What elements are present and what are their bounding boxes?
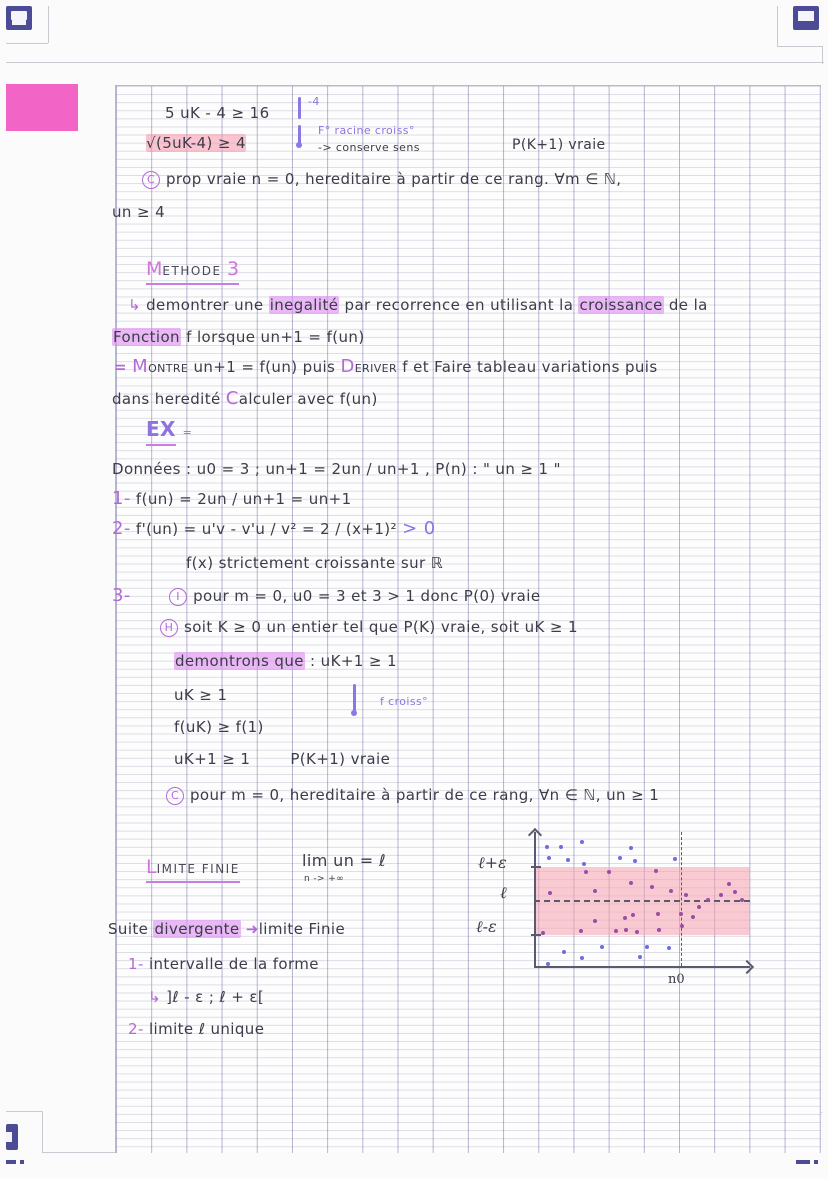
annotation-conserve-sens: -> conserve sens [318,141,420,154]
proof-result: P(K+1) vraie [512,137,606,153]
corner-marker-top-left [6,6,32,30]
initialisation-circle-icon: I [169,588,187,606]
brace-dot [296,142,302,148]
example-step-3: uK+1 ≥ 1 P(K+1) vraie [174,750,391,768]
hook-arrow-icon: ↳ [148,988,161,1006]
tick [531,934,541,936]
methode-intro-cont: Fonction f lorsque un+1 = f(un) [113,328,365,346]
frame-line [6,43,48,44]
annotation-racine-croissante: F° racine croiss° [318,124,415,137]
frame-line [777,6,778,46]
tick [531,866,541,868]
limite-point-1: 1- intervalle de la forme [128,955,319,973]
limit-formula: lim un = ℓ [302,851,387,870]
frame-line [42,1111,43,1152]
proof-line-1: 5 uK - 4 ≥ 16 [165,104,270,122]
example-q1: 1- f(un) = 2un / un+1 = un+1 [112,488,352,509]
suite-divergente-line: Suite divergente ➜limite Finie [108,920,346,938]
example-conclusion: C pour m = 0, hereditaire à partir de ce rang, ∀n ∈ ℕ, un ≥ 1 [166,786,659,805]
conclusion-circle-icon: C [166,787,184,805]
x-axis [534,966,750,968]
example-donnees: Données : u0 = 3 ; un+1 = 2un / un+1 , P(n) : " un ≥ 1 " [112,460,561,478]
corner-marker-bottom-left [6,1124,18,1150]
y-axis [534,832,536,968]
methode-3-heading: METHODE 3 [146,258,239,285]
corner-dots-bottom-left [6,1160,28,1164]
limit-dashed-line [534,900,750,902]
example-q2: 2- f'(un) = u'v - v'u / v² = 2 / (x+1)² > 0 [112,518,436,539]
annotation-f-croissante: f croiss° [380,695,429,708]
proof-conclusion: C prop vraie n = 0, hereditaire à partir de ce rang. ∀m ∈ ℕ, [142,170,621,189]
n0-dotted-line [681,832,682,966]
proof-conclusion-cont: un ≥ 4 [112,203,166,221]
pink-margin-tab [6,84,78,131]
y-label-l-minus-eps: ℓ-ε [476,917,497,936]
frame-line [777,46,822,47]
methode-steps: = MONTRE un+1 = f(un) puis DERIVER f et Faire tableau variations puis [114,356,658,377]
example-q3-init: 3- I pour m = 0, u0 = 3 et 3 > 1 donc P(0) vraie [112,585,541,606]
limite-point-2: 2- limite ℓ unique [128,1020,265,1038]
heredite-circle-icon: H [160,619,178,637]
brace-dot [351,710,357,716]
example-q2-conclusion: f(x) strictement croissante sur ℝ [186,554,443,572]
example-q3-hered: H soit K ≥ 0 un entier tel que P(K) vraie, soit uK ≥ 1 [160,618,578,637]
corner-marker-top-right [793,6,819,30]
example-label: EX = [146,420,192,442]
conclusion-circle-icon: C [142,171,160,189]
brace [298,97,301,119]
proof-line-2: √(5uK-4) ≥ 4 [146,134,246,152]
y-label-l: ℓ [500,883,507,902]
example-demontrons: demontrons que : uK+1 ≥ 1 [175,652,397,670]
methode-intro: ↳ demontrer une inegalité par recorrence en utilisant la croissance de la [128,296,708,314]
frame-line [48,6,49,43]
hook-arrow-icon: ↳ [128,296,141,314]
example-step-1: uK ≥ 1 [174,686,228,704]
limit-formula-subscript: n -> +∞ [304,874,345,884]
convergence-scatter-graph [534,832,754,970]
limite-point-1b: ↳ ]ℓ - ε ; ℓ + ε[ [148,988,265,1006]
arrow-right-icon: ➜ [245,920,259,938]
frame-line [6,1111,42,1112]
y-label-l-plus-eps: ℓ+ε [478,853,507,872]
frame-line [822,46,823,64]
limite-finie-heading: LIMITE FINIE [146,856,240,883]
n0-label: n0 [668,972,685,987]
methode-steps-cont: dans heredité Calculer avec f(un) [112,388,378,409]
corner-dots-bottom-right [796,1160,822,1164]
frame-line [6,62,824,63]
example-step-2: f(uK) ≥ f(1) [174,718,264,736]
annotation-minus-4: -4 [308,95,320,108]
